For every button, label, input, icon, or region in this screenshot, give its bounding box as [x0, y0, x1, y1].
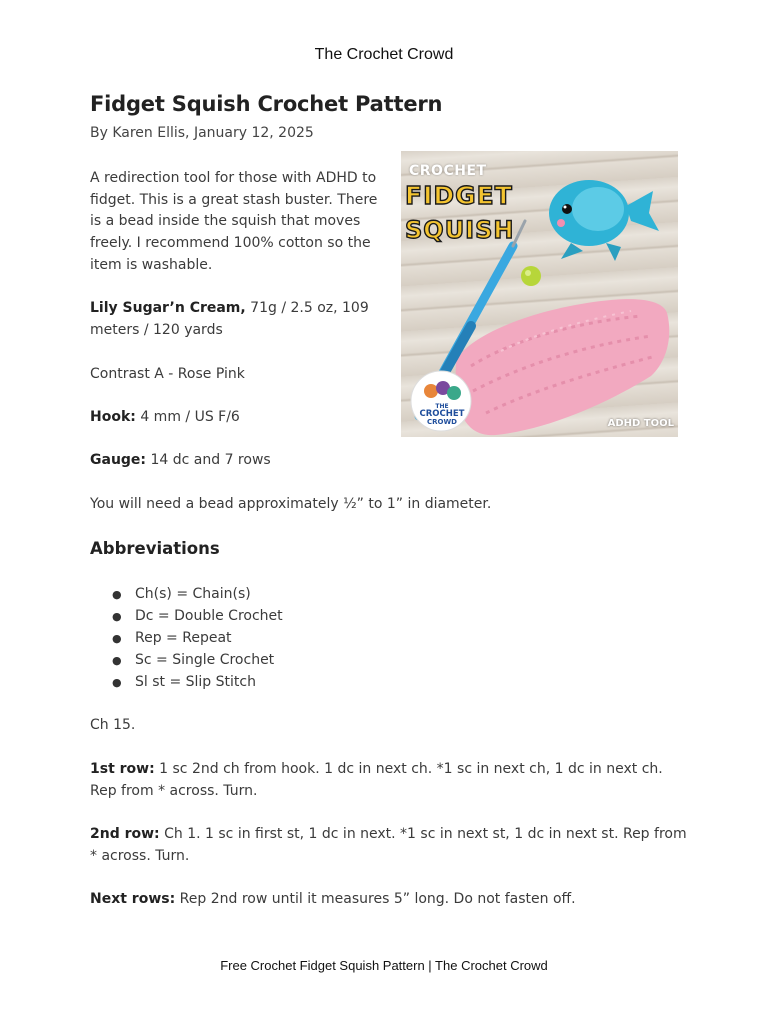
next-rows-label: Next rows:	[90, 891, 176, 907]
next-rows-instructions	[90, 889, 690, 911]
hook-label: Hook:	[90, 409, 136, 425]
intro-text: A redirection tool for those with ADHD to fidget. This is a great stash buster. There is a bead inside the squish that moves freely. I recommend 100% cotton so the item is washable.	[90, 170, 378, 273]
page-footer: Free Crochet Fidget Squish Pattern | The Crochet Crowd	[220, 958, 548, 973]
row-2-text: Ch 1. 1 sc in first st, 1 dc in next. *1 sc in next st, 1 dc in next st. Rep from * across. Turn.	[90, 826, 687, 864]
row-1-label: 1st row:	[90, 761, 155, 777]
row-1-text: 1 sc 2nd ch from hook. 1 dc in next ch. *1 sc in next ch, 1 dc in next ch. Rep from * across. Turn.	[90, 761, 663, 799]
row-2-label: 2nd row:	[90, 826, 160, 842]
yarn-info	[90, 298, 390, 341]
yarn-value: 71g / 2.5 oz, 109 meters / 120 yards	[90, 300, 369, 338]
blue-fish	[549, 180, 659, 261]
pink-squish	[456, 299, 670, 435]
bead	[521, 266, 541, 286]
gauge-info	[90, 450, 390, 472]
site-header: The Crochet Crowd	[314, 46, 454, 63]
next-rows-text: Rep 2nd row until it measures 5” long. Do not fasten off.	[175, 891, 576, 907]
hook-info	[90, 407, 390, 429]
contrast-info	[90, 364, 390, 386]
bead-note	[90, 494, 690, 516]
list-item: ● Dc = Double Crochet	[90, 606, 283, 628]
product-image	[401, 151, 678, 437]
bullet-icon: ●	[112, 631, 122, 645]
chain-start: Ch 15.	[90, 717, 136, 733]
photo-label-crochet: CROCHET	[409, 163, 487, 179]
yarn-label: Lily Sugar’n Cream,	[90, 300, 246, 316]
bullet-icon: ●	[112, 675, 122, 689]
bullet-icon: ●	[112, 609, 122, 623]
photo-label-squish: SQUISH	[405, 216, 515, 244]
row-1-instructions	[90, 759, 690, 802]
hook-value: 4 mm / US F/6	[135, 409, 240, 425]
contrast-text: Contrast A - Rose Pink	[90, 366, 245, 382]
gauge-value: 14 dc and 7 rows	[146, 452, 271, 468]
page-title: Fidget Squish Crochet Pattern	[90, 92, 443, 116]
list-item: ● Rep = Repeat	[90, 628, 283, 650]
abbreviations-heading: Abbreviations	[90, 539, 220, 558]
intro-paragraph	[90, 168, 390, 277]
list-item: ● Sc = Single Crochet	[90, 650, 283, 672]
byline: By Karen Ellis, January 12, 2025	[90, 125, 314, 141]
gauge-label: Gauge:	[90, 452, 147, 468]
logo-text: THE CROCHET CROWD	[419, 403, 465, 426]
list-item: ● Sl st = Slip Stitch	[90, 672, 283, 694]
bullet-icon: ●	[112, 653, 122, 667]
list-item: ● Ch(s) = Chain(s)	[90, 584, 283, 606]
photo-label-fidget: FIDGET	[405, 181, 513, 210]
row-2-instructions	[90, 824, 690, 867]
bead-note-text: You will need a bead approximately ½” to 1” in diameter.	[90, 496, 492, 512]
photo-tag-adhd: ADHD TOOL	[607, 418, 674, 429]
abbreviations-list	[90, 584, 283, 694]
bullet-icon: ●	[112, 588, 122, 601]
